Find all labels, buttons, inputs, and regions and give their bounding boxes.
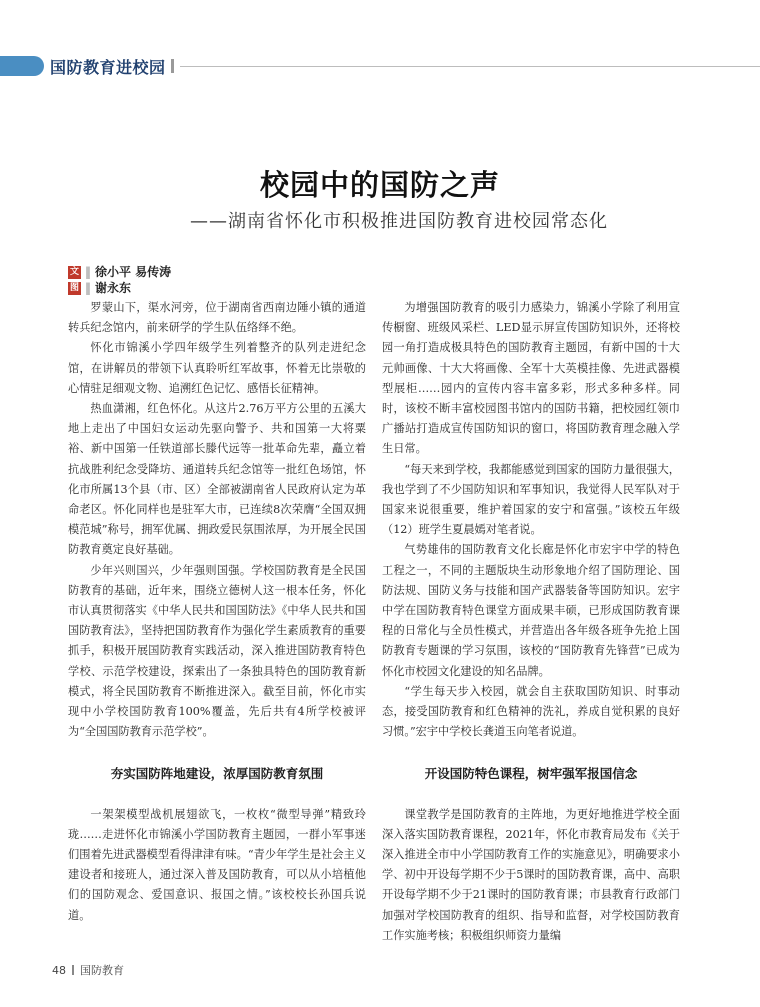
right-column [382,298,680,946]
text-credit [68,264,171,280]
photo-credit [68,280,171,296]
paragraph: 少年兴则国兴，少年强则国强。学校国防教育是全民国防教育的基础，近年来，围绕立德树人这一根本任务，怀化市认真贯彻落实《中华人民共和国国防法》《中华人民共和国国防教育法》，坚持把国防教育作为强化学生素质教育的重要抓手，积极开展国防教育实践活动，深入推进国防教育特色学校、示范学校建设，探索出了一条独具特色的国防教育新模式，将全民国防教育不断推进深入。截至目前，怀化市实现中小学校国防教育100%覆盖，先后共有4所学校被评为“全国国防教育示范学校”。 [68,563,366,739]
paragraph: 一架架模型战机展翅欲飞，一枚枚“微型导弹”精致玲珑……走进怀化市锦溪小学国防教育主题园，一群小军事迷们围着先进武器模型看得津津有味。“青少年学生是社会主义建设者和接班人，通过深入普及国防教育，可以从小培植他们的国防观念、爱国意识、报国之情。”该校校长孙国兵说道。 [68,807,366,922]
paragraph: 课堂教学是国防教育的主阵地，为更好地推进学校全面深入落实国防教育课程，2021年，怀化市教育局发布《关于深入推进全市中小学国防教育工作的实施意见》，明确要求小学、初中开设每学期不少于5课时的国防教育课，高中、高职开设每学期不少于21课时的国防教育课；市县教育行政部门加强对学校国防教育的组织、指导和监督，对学校国防教育工作实施考核；积极组织师资力量编 [382,807,680,942]
text-authors: 徐小平 易传涛 [95,265,172,279]
footer-separator [72,965,74,975]
text-credit-tag: 文 [69,266,79,277]
section-header [0,52,760,80]
paragraph: 为增强国防教育的吸引力感染力，锦溪小学除了利用宣传橱窗、班级风采栏、LED显示屏宣传国防知识外，还将校园一角打造成极具特色的国防教育主题园，有新中国的十大元帅画像、十大大将画像、全军十大英模挂像、先进武器模型展柜……园内的宣传内容丰富多彩，形式多种多样。同时，该校不断丰富校园图书馆内的国防书籍，把校园红领巾广播站打造成宣传国防知识的窗口，将国防教育理念融入学生日常。 [382,301,680,456]
byline-divider: ‖ [85,265,91,279]
paragraph: 怀化市锦溪小学四年级学生列着整齐的队列走进纪念馆，在讲解员的带领下认真聆听红军故事，怀着无比崇敬的心情驻足细观文物、追溯红色记忆、感悟长征精神。 [68,341,366,395]
section-heading: 开设国防特色课程，树牢强军报国信念 [424,766,638,782]
photo-authors: 谢永东 [95,281,132,295]
paragraph: “学生每天步入校园，就会自主获取国防知识、时事动态，接受国防教育和红色精神的洗礼，养成自觉积累的良好习惯。”宏宇中学校长龚道玉向笔者说道。 [382,684,680,739]
paragraph: 气势雄伟的国防教育文化长廊是怀化市宏宇中学的特色工程之一，不同的主题版块生动形象地介绍了国防理论、国防法规、国防义务与技能和国产武器装备等国防知识。宏宇中学在国防教育特色课堂方面成果丰硕，已形成国防教育课程的日常化与全员性模式，并营造出各年级各班争先抢上国防教育专题课的学习氛围，该校的“国防教育先锋营”已成为怀化市校园文化建设的知名品牌。 [382,543,680,678]
paragraph: “每天来到学校，我都能感觉到国家的国防力量很强大，我也学到了不少国防知识和军事知识，我觉得人民军队对于国家来说很重要，维护着国家的安宁和富强。”该校五年级（12）班学生夏晨嫣对笔者说。 [382,462,680,537]
byline [68,264,171,296]
section-heading: 夯实国防阵地建设，浓厚国防教育氛围 [110,766,324,782]
article-title: 校园中的国防之声 [259,168,500,202]
article-subtitle: ——湖南省怀化市积极推进国防教育进校园常态化 [190,211,608,232]
section-title: 国防教育进校园 [50,58,166,77]
page-footer [52,962,124,978]
header-accent-bar [0,56,44,76]
header-separator [171,59,174,73]
magazine-name: 国防教育 [80,964,124,977]
paragraph: 热血潇湘，红色怀化。从这片2.76万平方公里的五溪大地上走出了中国妇女运动先驱向警予、共和国第一大将粟裕、新中国第一任铁道部长滕代远等一批革命先辈，矗立着抗战胜利纪念受降坊、通道转兵纪念馆等一批红色场馆，怀化市所属13个县（市、区）全部被湖南省人民政府认定为革命老区。怀化同样也是驻军大市，已连续8次荣膺“全国双拥模范城”称号，拥军优属、拥政爱民氛围浓厚，为开展全民国防教育奠定良好基础。 [68,402,366,557]
header-rule [180,66,760,67]
left-column [68,298,366,926]
photo-credit-tag: 图 [69,282,79,293]
byline-divider: ‖ [85,281,91,295]
page-number: 48 [52,964,66,977]
paragraph: 罗蒙山下，渠水河旁，位于湖南省西南边陲小镇的通道转兵纪念馆内，前来研学的学生队伍络绎不绝。 [68,301,366,335]
